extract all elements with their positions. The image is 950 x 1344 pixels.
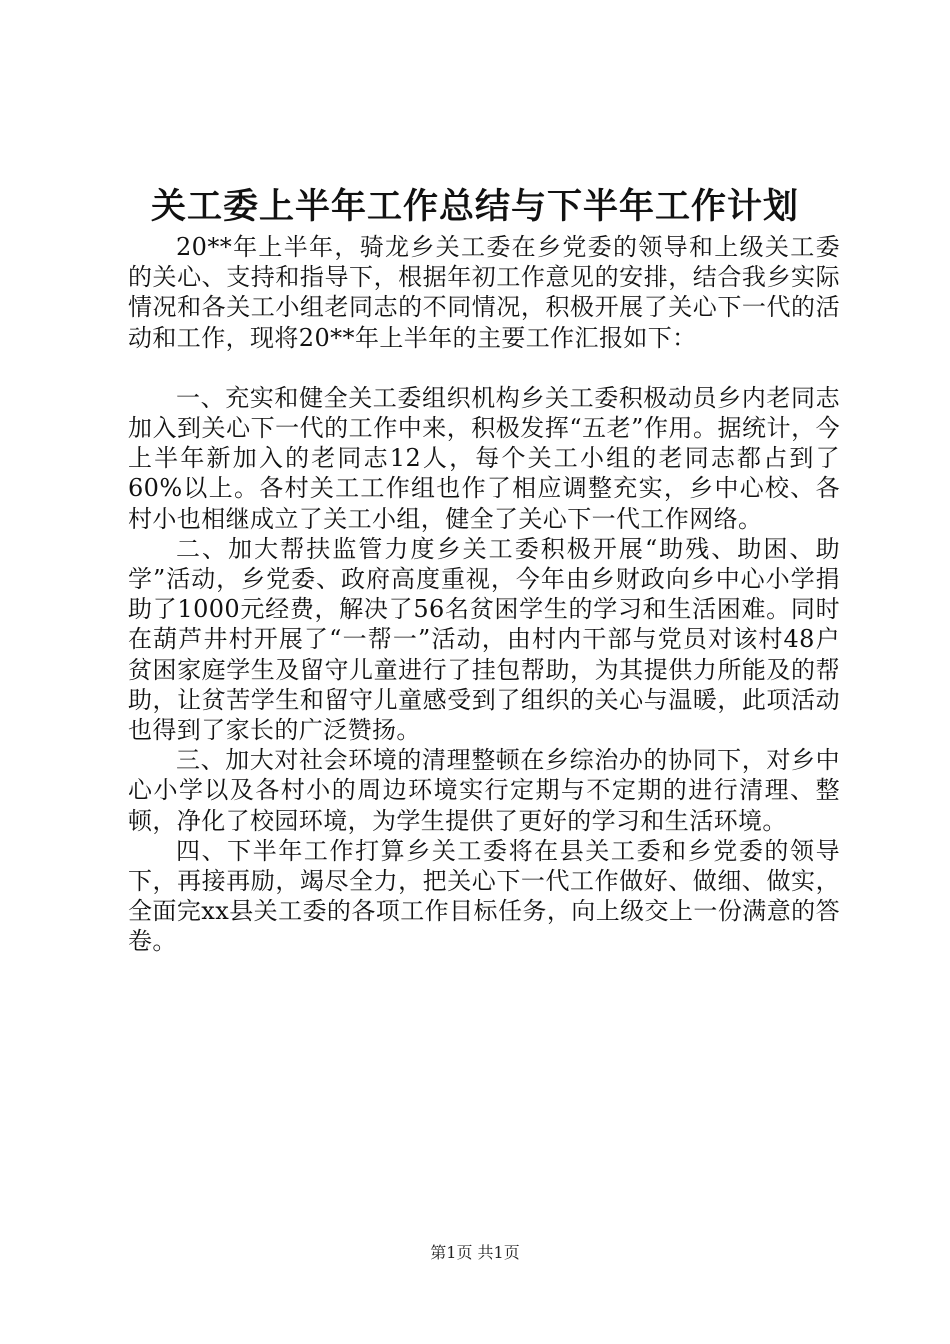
page-footer: 第1页 共1页 xyxy=(430,1243,520,1262)
intro-paragraph: 20**年上半年，骑龙乡关工委在乡党委的领导和上级关工委的关心、支持和指导下，根据年初工作意见的安排，结合我乡实际情况和各关工小组老同志的不同情况，积极开展了关心下一代的活动和工作，现将20**年上半年的主要工作汇报如下： xyxy=(128,233,840,352)
section-4-paragraph: 四、下半年工作打算乡关工委将在县关工委和乡党委的领导下，再接再励，竭尽全力，把关心下一代工作做好、做细、做实，全面完xx县关工委的各项工作目标任务，向上级交上一份满意的答卷。 xyxy=(128,836,840,956)
paragraph-spacer xyxy=(128,353,840,383)
document-title: 关工委上半年工作总结与下半年工作计划 xyxy=(150,186,799,227)
document-body xyxy=(128,232,840,957)
section-3-paragraph: 三、加大对社会环境的清理整顿在乡综治办的协同下，对乡中心小学以及各村小的周边环境实行定期与不定期的进行清理、整顿，净化了校园环境，为学生提供了更好的学习和生活环境。 xyxy=(128,746,840,835)
section-1-paragraph: 一、充实和健全关工委组织机构乡关工委积极动员乡内老同志加入到关心下一代的工作中来，积极发挥“五老”作用。据统计，今上半年新加入的老同志12人，每个关工小组的老同志都占到了60%以上。各村关工工作组也作了相应调整充实，乡中心校、各村小也相继成立了关工小组，健全了关心下一代工作网络。 xyxy=(128,383,840,533)
section-2-paragraph: 二、加大帮扶监管力度乡关工委积极开展“助残、助困、助学”活动，乡党委、政府高度重视，今年由乡财政向乡中心小学捐助了1000元经费，解决了56名贫困学生的学习和生活困难。同时在葫芦井村开展了“一帮一”活动，由村内干部与党员对该村48户贫困家庭学生及留守儿童进行了挂包帮助，为其提供力所能及的帮助，让贫苦学生和留守儿童感受到了组织的关心与温暖，此项活动也得到了家长的广泛赞扬。 xyxy=(128,534,840,745)
